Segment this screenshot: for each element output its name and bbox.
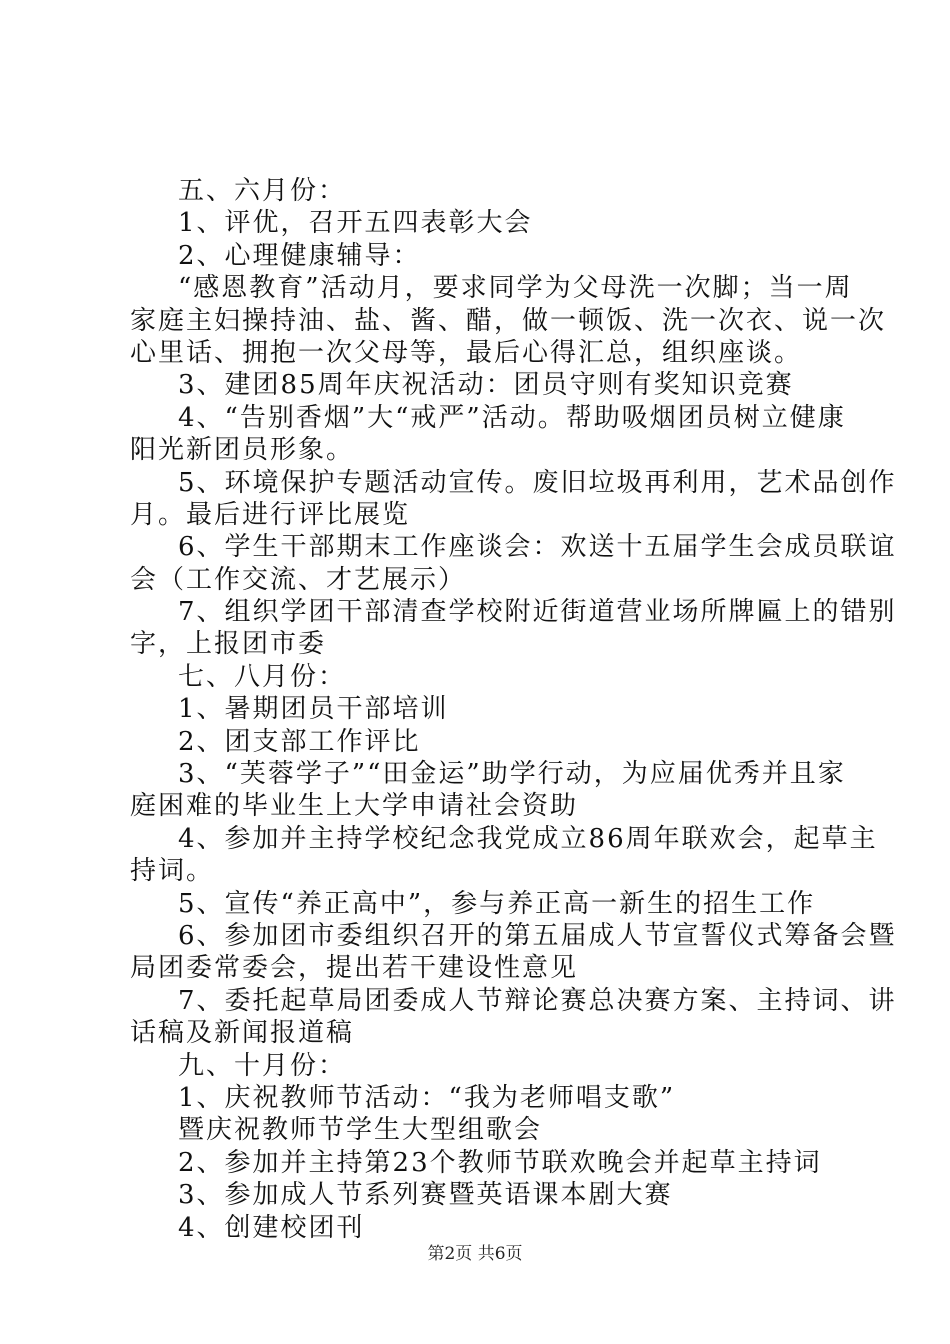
text-line: 5、宣传“养正高中”，参与养正高一新生的招生工作 — [178, 888, 816, 919]
text-line: 2、团支部工作评比 — [178, 726, 421, 757]
page-number-footer: 第2页 共6页 — [427, 1244, 523, 1264]
text-line: 7、组织学团干部清查学校附近街道营业场所牌匾上的错别 — [178, 597, 897, 628]
text-line: 2、参加并主持第23个教师节联欢晚会并起草主持词 — [178, 1147, 822, 1178]
text-line: 1、暑期团员干部培训 — [178, 694, 449, 725]
text-line: 2、心理健康辅导： — [178, 240, 421, 271]
text-line: 1、评优，召开五四表彰大会 — [178, 208, 533, 239]
text-line: 心里话、拥抱一次父母等，最后心得汇总，组织座谈。 — [130, 337, 803, 368]
document-body — [130, 175, 897, 1244]
text-line: 持词。 — [130, 856, 215, 887]
text-line: 5、环境保护专题活动宣传。废旧垃圾再利用，艺术品创作 — [178, 467, 897, 498]
text-line: 局团委常委会，提出若干建设性意见 — [130, 953, 579, 984]
text-line: 字，上报团市委 — [130, 629, 327, 660]
text-line: 4、“告别香烟”大“戒严”活动。帮助吸烟团员树立健康 — [178, 402, 846, 433]
text-line: 4、参加并主持学校纪念我党成立86周年联欢会，起草主 — [178, 823, 878, 854]
text-line: 1、庆祝教师节活动：“我为老师唱支歌” — [178, 1082, 676, 1113]
text-line: 话稿及新闻报道稿 — [130, 1018, 355, 1049]
text-line: 4、创建校团刊 — [178, 1212, 365, 1243]
text-line: 阳光新团员形象。 — [130, 435, 355, 466]
text-line: 家庭主妇操持油、盐、酱、醋，做一顿饭、洗一次衣、说一次 — [130, 305, 887, 336]
text-line: 3、参加成人节系列赛暨英语课本剧大赛 — [178, 1180, 673, 1211]
text-line: 月。最后进行评比展览 — [130, 499, 411, 530]
text-line: 6、学生干部期末工作座谈会：欢送十五届学生会成员联谊 — [178, 532, 897, 563]
text-line: 6、参加团市委组织召开的第五届成人节宣誓仪式筹备会暨 — [178, 920, 897, 951]
text-line: 九、十月份： — [178, 1050, 347, 1081]
text-line: 3、建团85周年庆祝活动：团员守则有奖知识竞赛 — [178, 370, 794, 401]
text-line: 五、六月份： — [178, 176, 347, 206]
text-line: 庭困难的毕业生上大学申请社会资助 — [130, 791, 579, 822]
text-line: 会（工作交流、才艺展示） — [130, 564, 467, 595]
text-line: 7、委托起草局团委成人节辩论赛总决赛方案、主持词、讲 — [178, 985, 897, 1016]
text-line: 3、“芙蓉学子”“田金运”助学行动，为应届优秀并且家 — [178, 759, 846, 790]
text-line: 暨庆祝教师节学生大型组歌会 — [178, 1115, 543, 1146]
text-line: “感恩教育”活动月，要求同学为父母洗一次脚；当一周 — [178, 273, 853, 304]
text-line: 七、八月份： — [178, 661, 347, 692]
